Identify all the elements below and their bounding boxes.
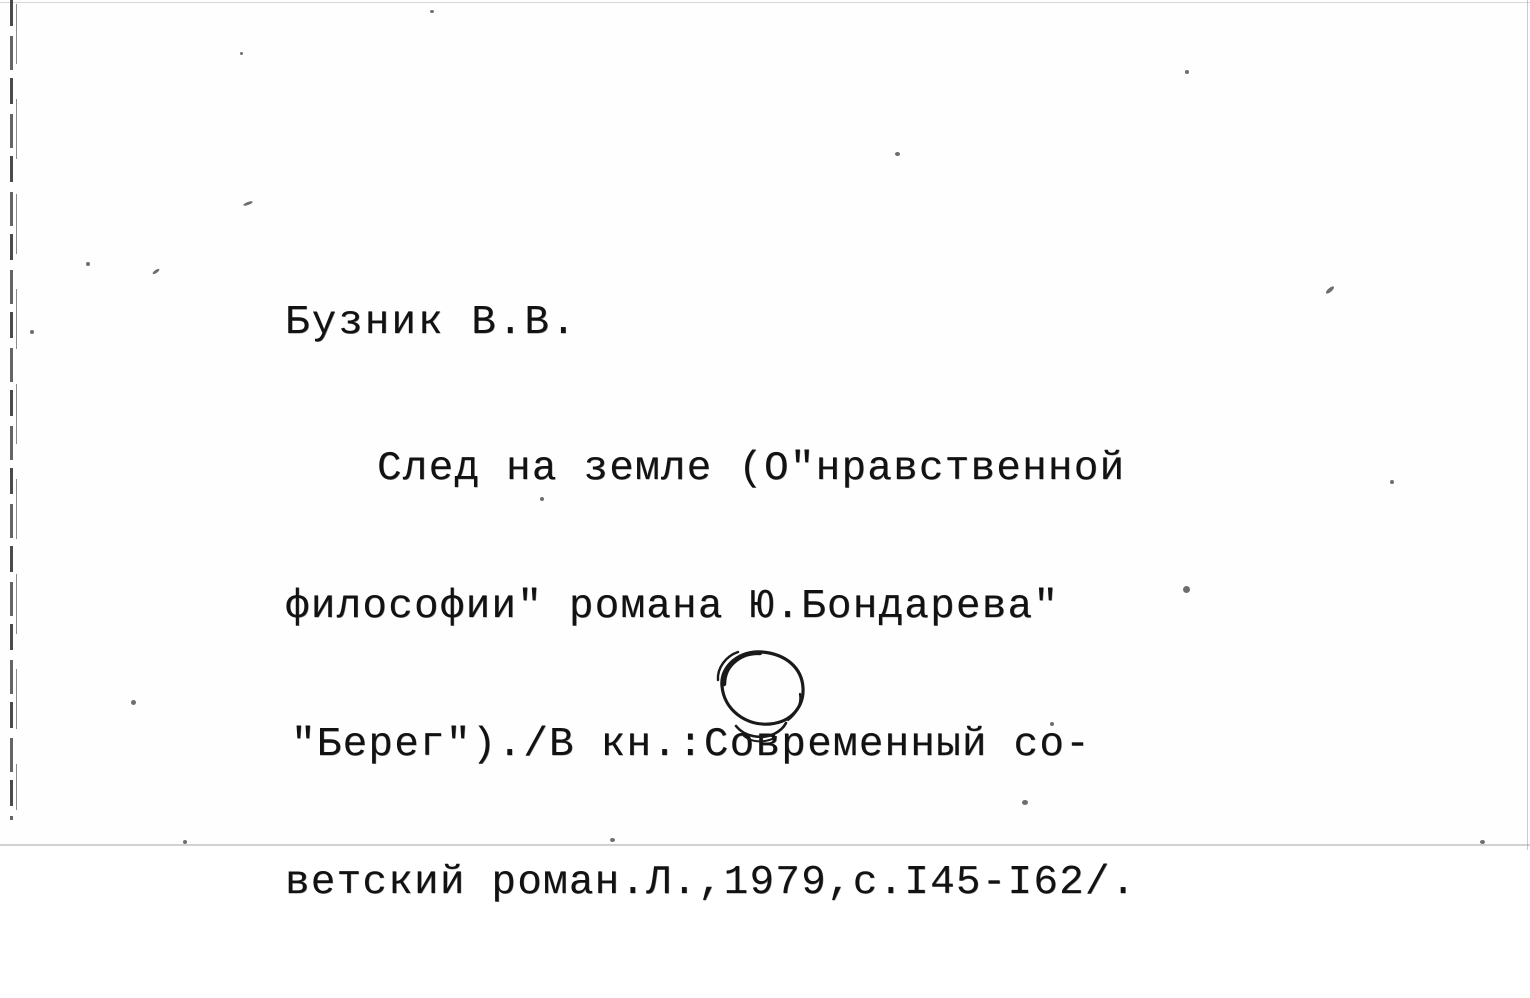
dust-speck [131, 700, 136, 705]
title-line-2: философии" романа Ю.Бондарева" [285, 584, 1060, 630]
dust-speck [243, 200, 253, 206]
scan-edge-right [1527, 0, 1528, 850]
handwritten-circle-mark-icon [700, 640, 820, 755]
dust-speck [152, 268, 160, 275]
scan-edge-left [10, 0, 13, 820]
dust-speck [86, 262, 90, 266]
dust-speck [1390, 480, 1394, 484]
dust-speck [430, 10, 434, 13]
title-line-1: След на земле (О"нравственной [377, 446, 1126, 492]
dust-speck [895, 152, 900, 156]
author-line: Бузник В.В. [285, 300, 578, 346]
dust-speck [1480, 840, 1485, 844]
scan-edge-top [0, 2, 1530, 3]
typed-text-block [285, 208, 1385, 998]
title-line-3: "Берег")./В кн.:Современный со- [291, 722, 1091, 768]
dust-speck [1185, 70, 1189, 74]
title-line-4: ветский роман.Л.,1979,с.I45-I62/. [285, 860, 1137, 906]
dust-speck [240, 52, 243, 55]
scan-edge-left-secondary [16, 4, 17, 810]
dust-speck [30, 330, 34, 334]
dust-speck [183, 840, 187, 844]
